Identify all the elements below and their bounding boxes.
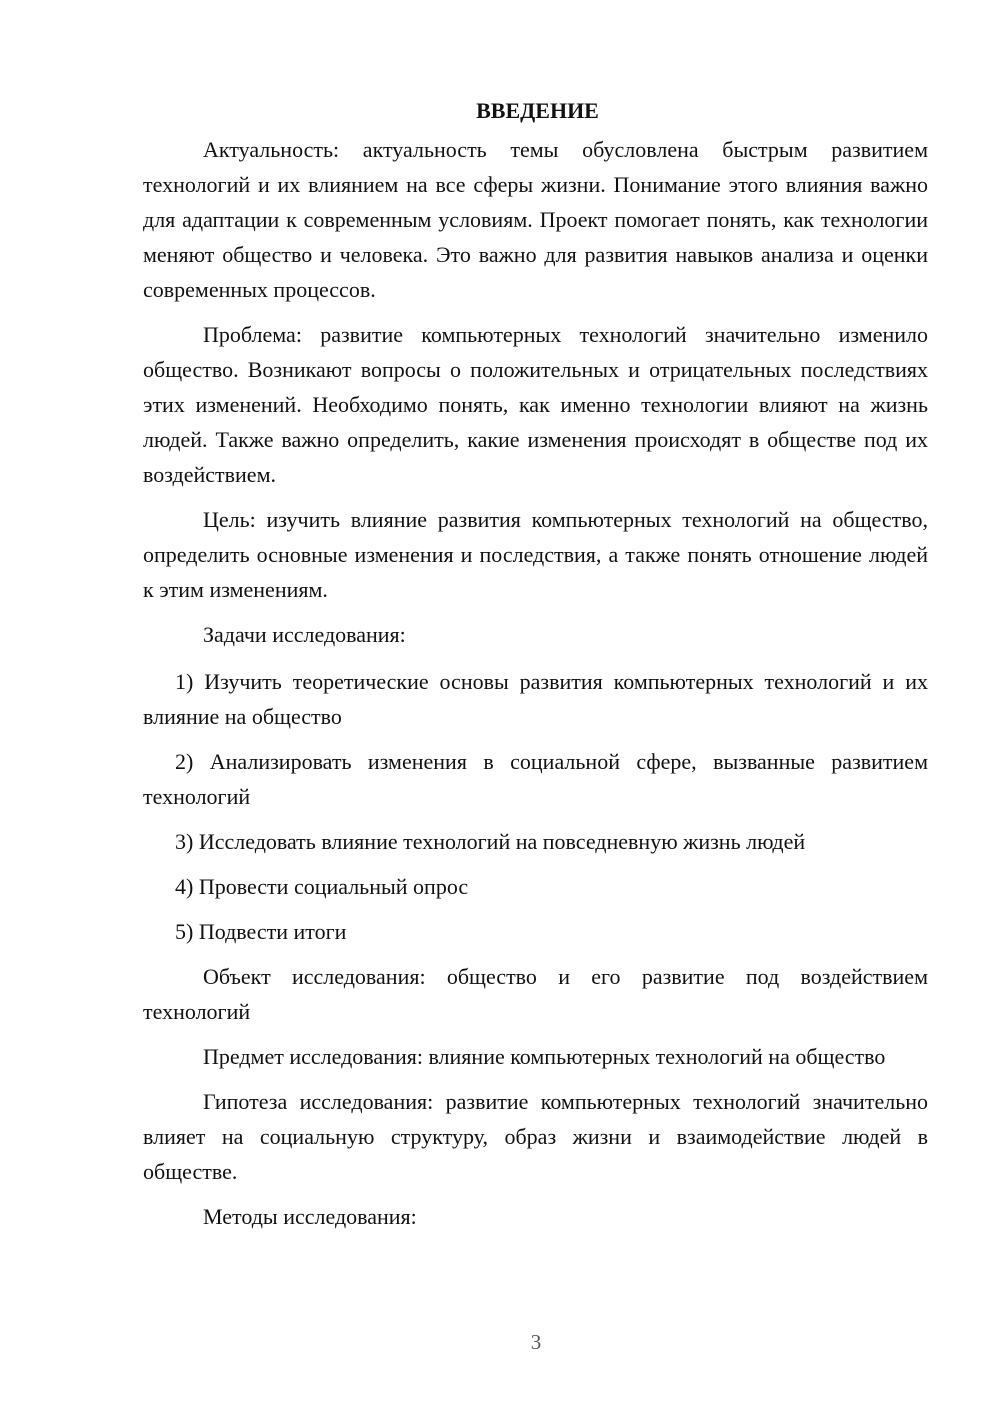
paragraph-relevance: Актуальность: актуальность темы обусловлена быстрым развитием технологий и их влиянием на все сферы жизни. Понимание этого влияния важно для адаптации к современным условиям. Проект помогает понять, как технологии меняют общество и человека. Это важно для развития навыков анализа и оценки современных процессов. xyxy=(143,137,928,302)
document-page xyxy=(143,94,928,1244)
list-item: 1) Изучить теоретические основы развития компьютерных технологий и их влияние на общество xyxy=(143,669,928,729)
tasks-list xyxy=(143,664,928,949)
tasks-heading: Задачи исследования: xyxy=(203,622,406,647)
page-title: ВВЕДЕНИЕ xyxy=(476,98,599,123)
list-item: 5) Подвести итоги xyxy=(175,919,347,944)
paragraph-subject: Предмет исследования: влияние компьютерных технологий на общество xyxy=(203,1044,886,1069)
paragraph-object: Объект исследования: общество и его развитие под воздействием технологий xyxy=(143,964,928,1024)
methods-heading: Методы исследования: xyxy=(203,1204,417,1229)
paragraph-hypothesis: Гипотеза исследования: развитие компьютерных технологий значительно влияет на социальную структуру, образ жизни и взаимодействие людей в обществе. xyxy=(143,1089,928,1184)
list-item: 3) Исследовать влияние технологий на повседневную жизнь людей xyxy=(175,829,806,854)
list-item: 4) Провести социальный опрос xyxy=(175,874,469,899)
paragraph-problem: Проблема: развитие компьютерных технологий значительно изменило общество. Возникают вопросы о положительных и отрицательных последствиях этих изменений. Необходимо понять, как именно технологии влияют на жизнь людей. Также важно определить, какие изменения происходят в обществе под их воздействием. xyxy=(143,322,928,487)
paragraph-goal: Цель: изучить влияние развития компьютерных технологий на общество, определить основные изменения и последствия, а также понять отношение людей к этим изменениям. xyxy=(143,507,928,602)
page-number: 3 xyxy=(530,1330,542,1354)
list-item: 2) Анализировать изменения в социальной сфере, вызванные развитием технологий xyxy=(143,749,928,809)
